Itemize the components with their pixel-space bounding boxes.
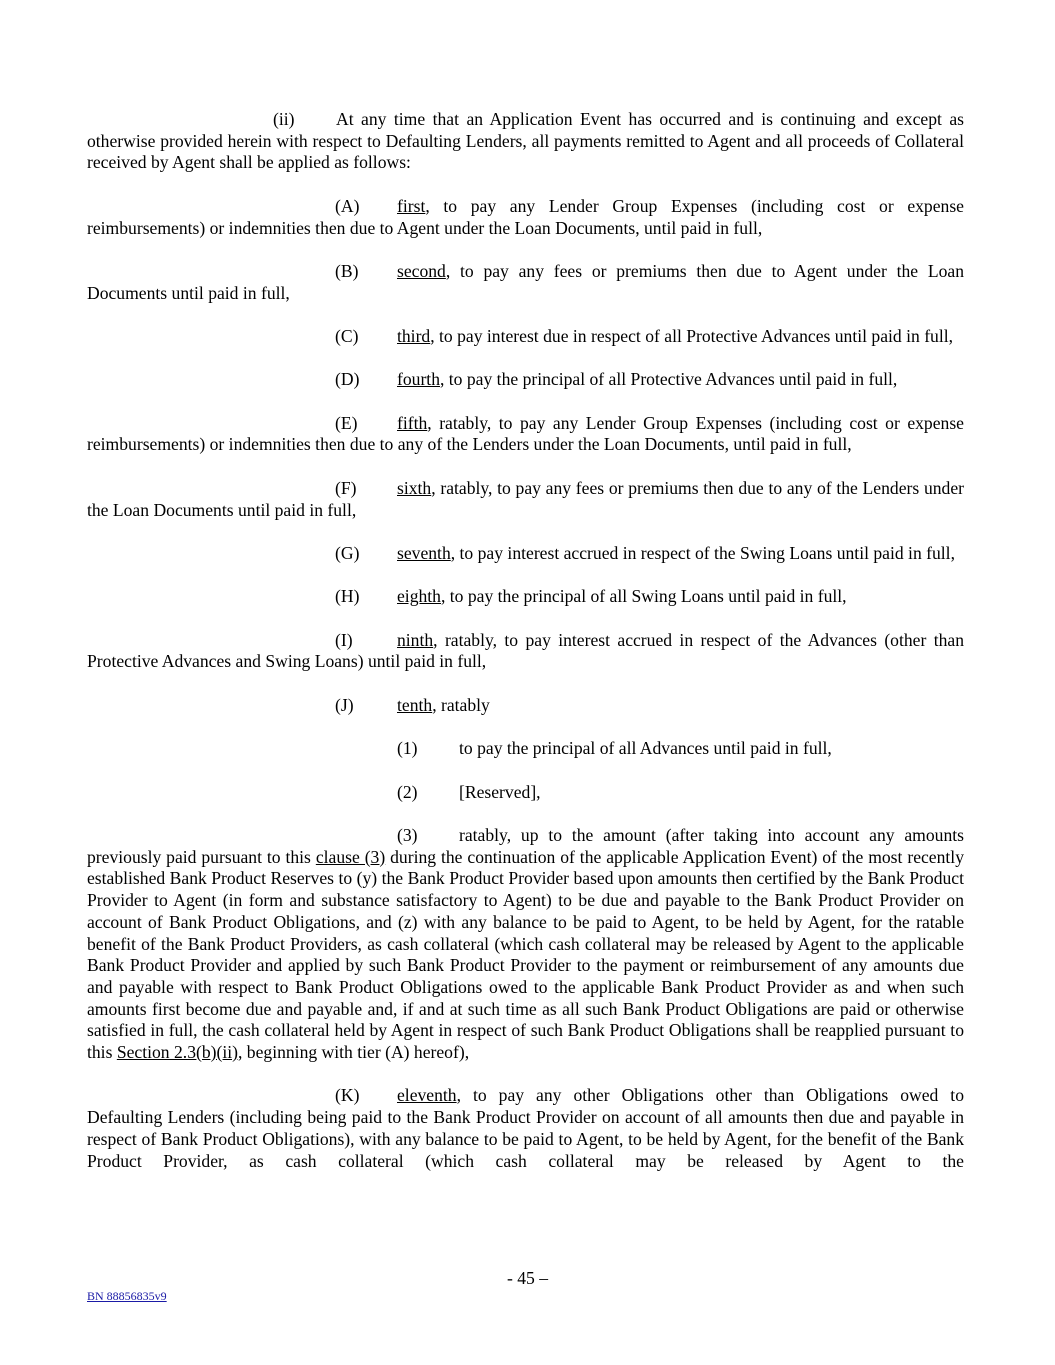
paragraph-F (87, 478, 964, 521)
priority-term: sixth (397, 477, 432, 498)
paragraph-J-2 (87, 782, 964, 804)
clause-label: (E) (335, 412, 358, 433)
clause-label: (C) (335, 325, 359, 346)
paragraph-C (87, 326, 964, 348)
clause-label: (A) (335, 195, 360, 216)
paragraph-text: during the continuation of the applicable Application Event) of the most recently established Bank Product Reserves to (y) the Bank Product Provider based upon amounts then certified by the Bank Product Provider to Agent (in form and substance satisfactory to Agent) to be due and payable to the Bank Product Provider on account of Bank Product Obligations, and (z) with any balance to be paid to Agent, to be held by Agent, for the ratable benefit of the Bank Product Providers, as cash collateral (which cash collateral may be released by Agent to the applicable Bank Product Provider and applied by such Bank Product Provider to the payment or reimbursement of any amounts due and payable with respect to Bank Product Obligations owed to the applicable Bank Product Provider as and when such amounts first become due and payable and, if and at such time as all such Bank Product Obligations are paid or otherwise satisfied in full, the cash collateral held by Agent in respect of such Bank Product Obligations shall be reapplied pursuant to this (87, 846, 964, 1063)
paragraph-text: , ratably (432, 694, 490, 715)
paragraph-text: , to pay interest accrued in respect of the Swing Loans until paid in full, (450, 542, 955, 563)
paragraph-text: , to pay any other Obligations other than Obligations owed to Defaulting Lenders (including being paid to the Bank Product Provider on account of all amounts then due and payable in respect of Bank Product Obligations), with any balance to be paid to Agent, to be held by Agent, for the benefit of the Bank Product Provider, as cash collateral (which cash collateral may be released by Agent to the (87, 1085, 964, 1171)
paragraph-text: , to pay the principal of all Protective Advances until paid in full, (440, 369, 898, 390)
priority-term: fourth (397, 369, 440, 390)
paragraph-D (87, 369, 964, 391)
paragraph-text: [Reserved], (459, 781, 541, 802)
clause-label: (I) (335, 629, 353, 650)
clause-label: (K) (335, 1085, 360, 1106)
paragraph-J (87, 695, 964, 717)
priority-term: seventh (397, 542, 451, 563)
priority-term: ninth (397, 629, 434, 650)
document-id-link[interactable]: BN 88856835v9 (87, 1289, 167, 1303)
clause-label: (ii) (273, 109, 295, 129)
paragraph-B (87, 261, 964, 304)
paragraph-K (87, 1085, 964, 1172)
paragraph-A (87, 196, 964, 239)
priority-term: third (397, 325, 431, 346)
paragraph-ii (87, 109, 964, 174)
paragraph-text: , to pay the principal of all Swing Loans until paid in full, (440, 586, 847, 607)
paragraph-text: , beginning with tier (A) hereof), (238, 1042, 470, 1063)
paragraph-text: , ratably, to pay any Lender Group Expenses (including cost or expense reimbursements) or indemnities then due to any of the Lenders under the Loan Documents, until paid in full, (87, 412, 964, 455)
paragraph-text: , to pay interest due in respect of all Protective Advances until paid in full, (430, 325, 954, 346)
clause-label: (G) (335, 542, 360, 563)
paragraph-J-3 (87, 825, 964, 1064)
cross-reference-clause-3: clause (3) (315, 846, 386, 867)
paragraph-text: , to pay any fees or premiums then due to Agent under the Loan Documents until paid in full, (87, 260, 964, 303)
priority-term: eighth (397, 586, 441, 607)
paragraph-J-1 (87, 738, 964, 760)
priority-term: fifth (397, 412, 428, 433)
priority-term: tenth (397, 694, 433, 715)
paragraph-I (87, 630, 964, 673)
priority-term: first (397, 195, 426, 216)
paragraph-G (87, 543, 964, 565)
clause-label: (2) (397, 781, 418, 802)
paragraph-H (87, 586, 964, 608)
clause-label: (D) (335, 369, 360, 390)
paragraph-text: , ratably, to pay interest accrued in respect of the Advances (other than Protective Advances and Swing Loans) until paid in full, (87, 629, 964, 672)
clause-label: (H) (335, 586, 360, 607)
document-body (87, 109, 964, 1194)
clause-label: (3) (397, 825, 418, 845)
priority-term: second (397, 260, 446, 281)
paragraph-E (87, 413, 964, 456)
paragraph-text: At any time that an Application Event has occurred and is continuing and except as otherwise provided herein with respect to Defaulting Lenders, all payments remitted to Agent and all proceeds of Collateral received by Agent shall be applied as follows: (87, 109, 964, 173)
cross-reference-section-2-3-b-ii: Section 2.3(b)(ii) (116, 1042, 238, 1063)
clause-label: (F) (335, 477, 357, 498)
priority-term: eleventh (397, 1085, 457, 1106)
paragraph-text: ratably, up to the amount (after taking into account any amounts previously paid pursuant to this (87, 825, 964, 867)
paragraph-text: , ratably, to pay any fees or premiums then due to any of the Lenders under the Loan Documents until paid in full, (87, 477, 964, 520)
page-number: - 45 – (506, 1268, 549, 1288)
clause-label: (J) (335, 694, 354, 715)
clause-label: (B) (335, 260, 359, 281)
clause-label: (1) (397, 738, 418, 759)
paragraph-text: , to pay any Lender Group Expenses (including cost or expense reimbursements) or indemnities then due to Agent under the Loan Documents, until paid in full, (87, 195, 964, 238)
paragraph-text: to pay the principal of all Advances until paid in full, (459, 738, 832, 759)
